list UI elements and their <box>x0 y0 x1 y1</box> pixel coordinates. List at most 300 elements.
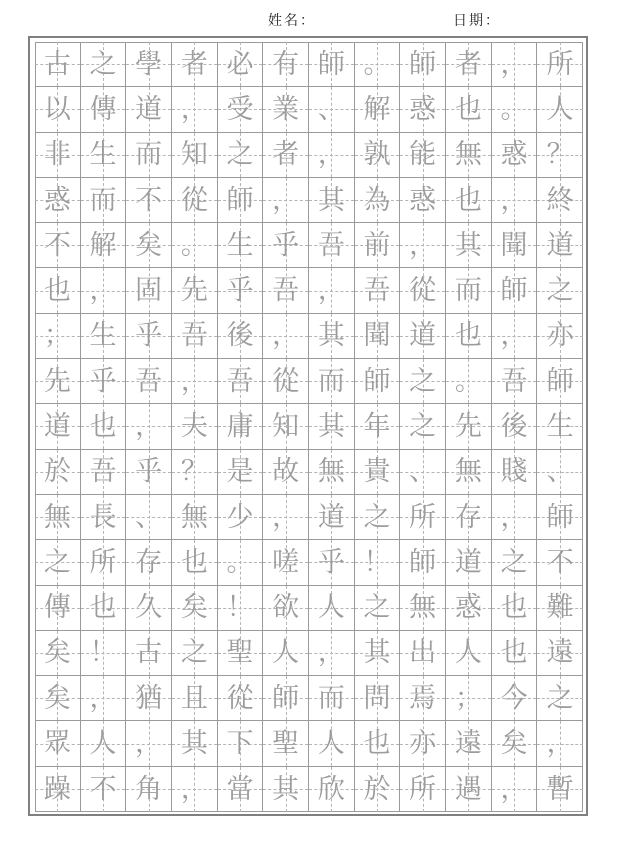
grid-cell <box>309 223 355 268</box>
tracing-character: 解 <box>363 93 391 125</box>
tracing-character: 而 <box>317 682 345 714</box>
grid-cell <box>446 314 492 359</box>
grid-cell <box>81 721 127 766</box>
tracing-character: 也 <box>500 592 528 624</box>
grid-cell <box>309 540 355 585</box>
tracing-character: ， <box>272 184 300 216</box>
grid-cell <box>309 721 355 766</box>
grid-cell <box>81 631 127 676</box>
tracing-character: 人 <box>272 637 300 669</box>
name-label: 姓名： <box>268 13 316 29</box>
grid-cell <box>81 450 127 495</box>
tracing-character: 而 <box>89 184 117 216</box>
tracing-character: 師 <box>363 365 391 397</box>
grid-cell <box>537 631 583 676</box>
tracing-character: 非 <box>43 139 71 171</box>
grid-cell <box>537 767 583 812</box>
grid-cell <box>492 721 538 766</box>
tracing-character: 從 <box>180 184 208 216</box>
grid-cell <box>218 87 264 132</box>
tracing-character: 遠 <box>546 637 574 669</box>
grid-cell <box>309 178 355 223</box>
tracing-character: 無 <box>454 456 482 488</box>
grid-cell <box>263 676 309 721</box>
tracing-character: 嗟 <box>272 546 300 578</box>
tracing-character: 焉 <box>409 682 437 714</box>
tracing-character: 之 <box>409 365 437 397</box>
grid-cell <box>446 223 492 268</box>
tracing-character: 存 <box>454 501 482 533</box>
tracing-character: ； <box>43 320 71 352</box>
tracing-character: 亦 <box>546 320 574 352</box>
tracing-character: 暫 <box>546 773 574 805</box>
tracing-character: ？ <box>180 456 208 488</box>
grid-cell <box>263 495 309 540</box>
grid-cell <box>355 586 401 631</box>
tracing-character: 故 <box>272 456 300 488</box>
tracing-character: 也 <box>89 592 117 624</box>
grid-cell <box>400 359 446 404</box>
grid-cell <box>309 268 355 313</box>
grid-cell <box>355 676 401 721</box>
grid-cell <box>309 631 355 676</box>
tracing-character: 必 <box>226 48 254 80</box>
grid-cell <box>218 540 264 585</box>
tracing-character: 道 <box>454 546 482 578</box>
grid-cell <box>172 133 218 178</box>
tracing-character: 其 <box>317 410 345 442</box>
tracing-character: 也 <box>454 93 482 125</box>
grid-cell <box>35 178 81 223</box>
grid-cell <box>492 450 538 495</box>
grid-cell <box>400 87 446 132</box>
grid-cell <box>126 314 172 359</box>
tracing-character: 於 <box>43 456 71 488</box>
grid-cell <box>172 721 218 766</box>
grid-cell <box>126 721 172 766</box>
tracing-character: 者 <box>454 48 482 80</box>
tracing-character: 乎 <box>226 275 254 307</box>
grid-cell <box>446 495 492 540</box>
grid-cell <box>126 676 172 721</box>
grid-cell <box>81 676 127 721</box>
tracing-character: 所 <box>89 546 117 578</box>
grid-cell <box>537 178 583 223</box>
grid-cell <box>81 178 127 223</box>
grid-cell <box>172 178 218 223</box>
tracing-character: 吾 <box>500 365 528 397</box>
grid-cell <box>126 586 172 631</box>
grid-cell <box>35 42 81 87</box>
tracing-character: ， <box>272 320 300 352</box>
grid-cell <box>537 42 583 87</box>
tracing-character: 之 <box>180 637 208 669</box>
tracing-character: 於 <box>363 773 391 805</box>
grid-cell <box>81 359 127 404</box>
tracing-character: 知 <box>180 139 208 171</box>
tracing-character: 所 <box>546 48 574 80</box>
grid-cell <box>218 767 264 812</box>
tracing-character: ， <box>500 184 528 216</box>
grid-cell <box>446 631 492 676</box>
tracing-character: ， <box>546 728 574 760</box>
grid-cell <box>172 404 218 449</box>
tracing-character: 前 <box>363 229 391 261</box>
grid-cell <box>446 133 492 178</box>
tracing-character: 存 <box>135 546 163 578</box>
tracing-character: 也 <box>454 320 482 352</box>
tracing-character: 遠 <box>454 728 482 760</box>
grid-cell <box>218 178 264 223</box>
grid-cell <box>492 767 538 812</box>
grid-cell <box>218 721 264 766</box>
tracing-character: 是 <box>226 456 254 488</box>
tracing-character: 有 <box>272 48 300 80</box>
tracing-character: 眾 <box>43 728 71 760</box>
grid-cell <box>218 586 264 631</box>
tracing-character: 也 <box>454 184 482 216</box>
grid-cell <box>446 87 492 132</box>
grid-cell <box>81 495 127 540</box>
grid-cell <box>263 721 309 766</box>
grid-cell <box>81 404 127 449</box>
tracing-character: 之 <box>363 501 391 533</box>
grid-cell <box>263 314 309 359</box>
tracing-character: 難 <box>546 592 574 624</box>
grid-cell <box>492 495 538 540</box>
grid-cell <box>218 42 264 87</box>
grid-cell <box>218 359 264 404</box>
grid-cell <box>126 450 172 495</box>
grid-cell <box>172 540 218 585</box>
tracing-character: 吾 <box>272 275 300 307</box>
grid-cell <box>81 268 127 313</box>
tracing-character: 人 <box>89 728 117 760</box>
grid-cell <box>537 676 583 721</box>
tracing-character: 人 <box>317 728 345 760</box>
grid-cell <box>309 133 355 178</box>
grid-cell <box>81 767 127 812</box>
tracing-character: 賤 <box>500 456 528 488</box>
grid-cell <box>172 314 218 359</box>
tracing-character: 遇 <box>454 773 482 805</box>
grid-cell <box>218 676 264 721</box>
grid-cell <box>355 450 401 495</box>
grid-cell <box>400 721 446 766</box>
grid-cell <box>446 359 492 404</box>
tracing-character: ！ <box>226 592 254 624</box>
grid-cell <box>492 178 538 223</box>
grid-cell <box>309 359 355 404</box>
tracing-character: 從 <box>409 275 437 307</box>
tracing-character: 長 <box>89 501 117 533</box>
tracing-character: 吾 <box>135 365 163 397</box>
tracing-character: 年 <box>363 410 391 442</box>
grid-cell <box>309 495 355 540</box>
tracing-character: 者 <box>272 139 300 171</box>
grid-cell <box>263 359 309 404</box>
grid-cell <box>400 404 446 449</box>
grid-cell <box>81 133 127 178</box>
tracing-character: 人 <box>546 93 574 125</box>
tracing-character: 之 <box>409 410 437 442</box>
grid-cell <box>263 540 309 585</box>
tracing-character: 乎 <box>89 365 117 397</box>
grid-cell <box>218 450 264 495</box>
grid-cell <box>126 268 172 313</box>
tracing-character: 道 <box>317 501 345 533</box>
tracing-character: 其 <box>317 184 345 216</box>
grid-cell <box>492 540 538 585</box>
grid-cell <box>537 586 583 631</box>
tracing-character: 。 <box>180 229 208 261</box>
grid-cell <box>537 87 583 132</box>
tracing-character: 出 <box>409 637 437 669</box>
tracing-character: ， <box>180 365 208 397</box>
grid-cell <box>172 359 218 404</box>
tracing-character: ？ <box>546 139 574 171</box>
tracing-character: 其 <box>180 728 208 760</box>
tracing-character: 道 <box>409 320 437 352</box>
grid-cell <box>492 586 538 631</box>
grid-cell <box>35 268 81 313</box>
grid-cell <box>35 87 81 132</box>
tracing-character: ， <box>135 410 163 442</box>
tracing-character: 生 <box>89 139 117 171</box>
grid-cell <box>537 721 583 766</box>
grid-cell <box>172 268 218 313</box>
tracing-character: 無 <box>317 456 345 488</box>
tracing-character: ， <box>89 275 117 307</box>
grid-cell <box>218 404 264 449</box>
grid-cell <box>400 495 446 540</box>
tracing-character: 無 <box>454 139 482 171</box>
tracing-character: 之 <box>43 546 71 578</box>
tracing-character: 。 <box>226 546 254 578</box>
tracing-character: 且 <box>180 682 208 714</box>
grid-cell <box>537 404 583 449</box>
tracing-character: ， <box>89 682 117 714</box>
grid-cell <box>81 540 127 585</box>
tracing-character: 。 <box>500 93 528 125</box>
tracing-character: 亦 <box>409 728 437 760</box>
grid-cell <box>400 42 446 87</box>
tracing-character: 之 <box>226 139 254 171</box>
grid-cell <box>400 268 446 313</box>
grid-cell <box>537 450 583 495</box>
grid-cell <box>446 42 492 87</box>
grid-cell <box>537 359 583 404</box>
grid-cell <box>492 133 538 178</box>
tracing-character: 無 <box>43 501 71 533</box>
tracing-character: 解 <box>89 229 117 261</box>
tracing-character: ， <box>500 501 528 533</box>
grid-cell <box>446 767 492 812</box>
grid-cell <box>172 223 218 268</box>
grid-cell <box>400 314 446 359</box>
grid-cell <box>492 676 538 721</box>
grid-cell <box>81 586 127 631</box>
tracing-character: 也 <box>363 728 391 760</box>
tracing-character: 終 <box>546 184 574 216</box>
tracing-character: 其 <box>454 229 482 261</box>
grid-cell <box>355 223 401 268</box>
grid-cell <box>35 676 81 721</box>
tracing-character: 吾 <box>226 365 254 397</box>
tracing-character: ； <box>454 682 482 714</box>
grid-cell <box>172 631 218 676</box>
grid-cell <box>400 450 446 495</box>
tracing-character: 。 <box>454 365 482 397</box>
grid-cell <box>537 133 583 178</box>
tracing-character: ， <box>500 48 528 80</box>
tracing-character: 師 <box>500 275 528 307</box>
grid-cell <box>492 268 538 313</box>
grid-cell <box>218 631 264 676</box>
grid-cell <box>126 495 172 540</box>
tracing-character: 不 <box>135 184 163 216</box>
tracing-character: 生 <box>546 410 574 442</box>
grid-cell <box>126 87 172 132</box>
grid-cell <box>492 314 538 359</box>
grid-cell <box>81 42 127 87</box>
grid-cell <box>35 133 81 178</box>
tracing-character: 不 <box>89 773 117 805</box>
grid-cell <box>172 586 218 631</box>
grid-cell <box>400 767 446 812</box>
grid-cell <box>537 314 583 359</box>
grid-cell <box>400 133 446 178</box>
tracing-character: 師 <box>226 184 254 216</box>
tracing-character: 先 <box>454 410 482 442</box>
tracing-character: 也 <box>43 275 71 307</box>
grid-cell <box>400 586 446 631</box>
tracing-character: 當 <box>226 773 254 805</box>
tracing-character: 其 <box>317 320 345 352</box>
tracing-character: 矣 <box>43 682 71 714</box>
grid-cell <box>218 314 264 359</box>
tracing-character: 吾 <box>363 275 391 307</box>
grid-cell <box>355 359 401 404</box>
grid-cell <box>446 721 492 766</box>
grid-cell <box>309 314 355 359</box>
tracing-character: 之 <box>363 592 391 624</box>
grid-cell <box>355 540 401 585</box>
tracing-character: 惑 <box>454 592 482 624</box>
tracing-character: 者 <box>180 48 208 80</box>
grid-cell <box>309 87 355 132</box>
tracing-character: 師 <box>409 48 437 80</box>
tracing-character: 乎 <box>135 320 163 352</box>
grid-cell <box>446 540 492 585</box>
tracing-character: 惑 <box>409 184 437 216</box>
tracing-character: 不 <box>546 546 574 578</box>
grid-cell <box>126 404 172 449</box>
grid-cell <box>446 450 492 495</box>
tracing-character: 矣 <box>43 637 71 669</box>
grid-cell <box>126 42 172 87</box>
grid-cell <box>35 359 81 404</box>
tracing-character: 聞 <box>500 229 528 261</box>
tracing-character: 也 <box>180 546 208 578</box>
tracing-character: 吾 <box>89 456 117 488</box>
tracing-character: 、 <box>317 93 345 125</box>
tracing-character: 猶 <box>135 682 163 714</box>
tracing-character: ， <box>500 320 528 352</box>
grid-cell <box>218 268 264 313</box>
grid-cell <box>172 767 218 812</box>
grid-cell <box>492 404 538 449</box>
worksheet-header <box>0 10 621 32</box>
tracing-character: 受 <box>226 93 254 125</box>
grid-cell <box>400 540 446 585</box>
grid-cell <box>355 631 401 676</box>
tracing-character: 後 <box>226 320 254 352</box>
grid-cell <box>126 223 172 268</box>
tracing-character: 從 <box>272 365 300 397</box>
grid-cell <box>172 676 218 721</box>
tracing-character: 庸 <box>226 410 254 442</box>
tracing-character: 先 <box>43 365 71 397</box>
tracing-character: 躁 <box>43 773 71 805</box>
tracing-character: 古 <box>135 637 163 669</box>
grid-cell <box>263 404 309 449</box>
tracing-character: 師 <box>409 546 437 578</box>
grid-cell <box>446 178 492 223</box>
grid-cell <box>35 450 81 495</box>
grid-cell <box>492 359 538 404</box>
grid-cell <box>81 87 127 132</box>
tracing-character: 孰 <box>363 139 391 171</box>
grid-cell <box>492 631 538 676</box>
tracing-character: 無 <box>409 592 437 624</box>
grid-cell <box>35 540 81 585</box>
grid-cell <box>35 495 81 540</box>
grid-cell <box>446 404 492 449</box>
grid-cell <box>309 767 355 812</box>
tracing-character: 惑 <box>43 184 71 216</box>
grid-cell <box>126 767 172 812</box>
tracing-character: 以 <box>43 93 71 125</box>
grid-cell <box>126 133 172 178</box>
tracing-character: 也 <box>500 637 528 669</box>
tracing-character: 業 <box>272 93 300 125</box>
tracing-character: 乎 <box>135 456 163 488</box>
grid-cell <box>400 178 446 223</box>
grid-cell <box>400 223 446 268</box>
tracing-character: 所 <box>409 501 437 533</box>
grid-cell <box>355 42 401 87</box>
tracing-character: 道 <box>546 229 574 261</box>
tracing-character: 學 <box>135 48 163 80</box>
tracing-character: 傳 <box>89 93 117 125</box>
grid-cell <box>446 676 492 721</box>
tracing-character: 惑 <box>409 93 437 125</box>
tracing-character: 聞 <box>363 320 391 352</box>
grid-cell <box>263 42 309 87</box>
tracing-character: 少 <box>226 501 254 533</box>
grid-cell <box>309 586 355 631</box>
grid-cell <box>355 495 401 540</box>
grid-cell <box>263 268 309 313</box>
tracing-character: 乎 <box>317 546 345 578</box>
grid-cell <box>355 314 401 359</box>
tracing-character: 傳 <box>43 592 71 624</box>
tracing-character: 人 <box>454 637 482 669</box>
tracing-character: 先 <box>180 275 208 307</box>
grid-cell <box>81 223 127 268</box>
grid-cell <box>446 586 492 631</box>
